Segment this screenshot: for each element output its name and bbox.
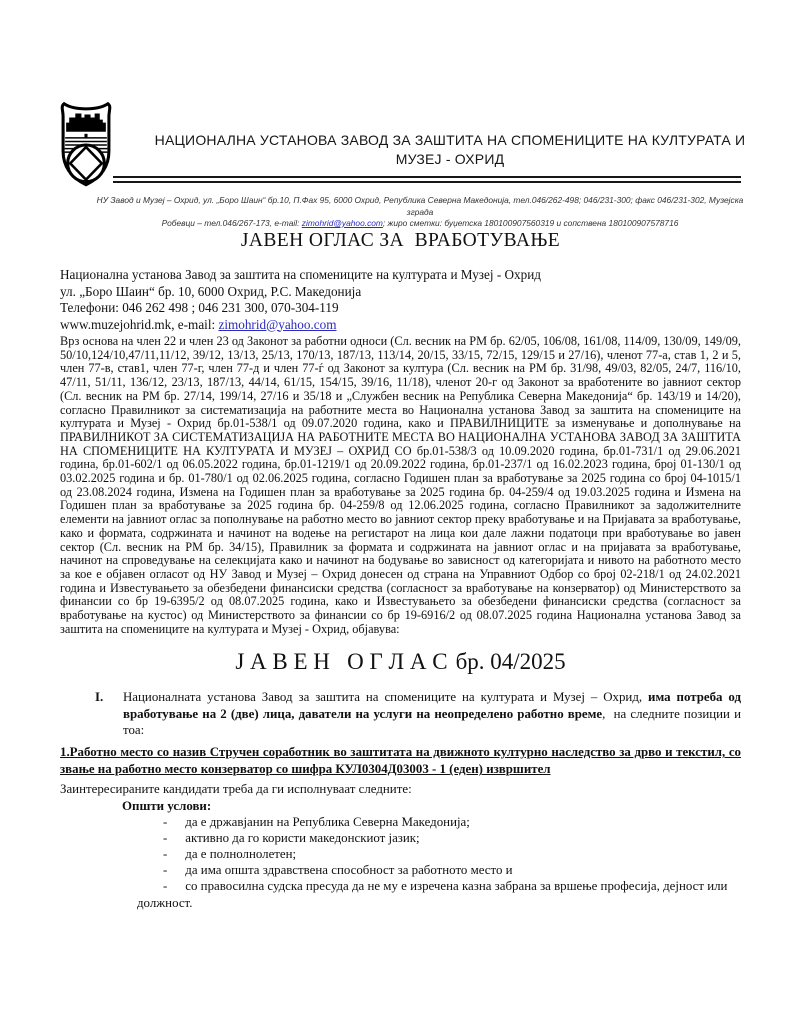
bullet-dash: -	[163, 830, 168, 845]
condition-text: со правосилна судска пресуда да не му е изречена казна забрана за вршење професија, дејност или должност.	[137, 879, 728, 910]
bullet-dash: -	[163, 846, 168, 861]
item-numeral: I.	[95, 689, 104, 704]
contact-line-2-text: Робевци – тел.046/267-173, e-mail:	[161, 218, 302, 228]
vacancy-summary-normal: Националната установа Завод за заштита на спомениците на културата и Музеј – Охрид,	[123, 689, 649, 704]
document-content	[60, 0, 741, 911]
bullet-dash: -	[163, 863, 168, 878]
address-block	[60, 267, 741, 333]
item-roman-one	[60, 689, 741, 739]
contact-line-1: НУ Завод и Музеј – Охрид, ул. „Боро Шаин“ бр.10, П.Фах 95, 6000 Охрид, Република Северна Македонија, тел.046/262-498; 046/231-300; факс 046/231-302, Музејска зграда	[96, 195, 744, 217]
address-line-3: Телефони: 046 262 498 ; 046 231 300, 070-304-119	[60, 300, 339, 315]
org-name-line2: МУЗЕЈ - ОХРИД	[395, 151, 505, 167]
bullet-dash: -	[163, 814, 168, 829]
bullet-dash: -	[163, 879, 168, 894]
condition-item	[60, 862, 741, 878]
general-conditions-list	[60, 814, 741, 911]
org-name-line1: НАЦИОНАЛНА УСТАНОВА ЗАВОД ЗА ЗАШТИТА НА СПОМЕНИЦИТЕ НА КУЛТУРАТА И	[154, 132, 746, 148]
address-line-4	[60, 317, 741, 334]
condition-item	[60, 846, 741, 862]
condition-item	[60, 830, 741, 846]
condition-text: да е полнолнолетен;	[185, 846, 297, 861]
vacancy-summary-tail: , на следните позиции и тоа:	[123, 706, 741, 738]
position-1-title: 1.Работно место со назив Стручен соработник во заштитата на движното културно наследство за дрво и текстил, со звање на работно место конзерватор со шифра КУЛ0304Д03003 - 1 (еден) извршител	[60, 745, 741, 777]
condition-text: активно да го користи македонскиот јазик;	[185, 830, 420, 845]
condition-item	[60, 878, 741, 910]
condition-text: да има општа здравствена способност за работното место и	[185, 863, 513, 878]
condition-text: да е државјанин на Република Северна Македонија;	[185, 814, 470, 829]
address-line-1: Национална установа Завод за заштита на спомениците на културата и Музеј - Охрид	[60, 267, 541, 282]
contact-email-link[interactable]: zimohrid@yahoo.com	[301, 218, 383, 228]
vacancy-summary-bold: има потреба од вработување на 2 (две) лица, даватели на услуги на неопределено работно време	[123, 689, 742, 721]
announcement-title: Ј А В Е Н О Г Л А С	[235, 648, 448, 674]
email-link[interactable]: zimohrid@yahoo.com	[218, 316, 337, 332]
address-line-2: ул. „Боро Шаин“ бр. 10, 6000 Охрид, Р.С. Македонија	[60, 283, 362, 299]
contact-line-2-accounts: ; жиро сметки: буџетска 180100907560319 и сопствена 180100907578716	[382, 218, 679, 228]
candidates-intro: Заинтересираните кандидати треба да ги исполнуваат следните:	[60, 781, 412, 796]
document-title: ЈАВЕН ОГЛАС ЗА ВРАБОТУВАЊЕ	[240, 230, 561, 251]
condition-item	[60, 814, 741, 830]
announcement-number: бр. 04/2025	[455, 648, 566, 674]
legal-basis-paragraph: Врз основа на член 22 и член 23 од Законот за работни односи (Сл. весник на РМ бр. 62/05, 106/08, 161/08, 114/09, 130/09, 149/09, 50/10,124/10,47/11,11/12, 39/12, 13/13, 25/13, 170/13, 187/13, 113/14, 20/15, 33/15, 72/15, 129/15 и 27/16), членот 77-а, став 1, 2 и 5, член 77-в, став1, член 77-г, член 77-д и член 77-ѓ од Законот за култура (Сл. весник на РМ бр. 31/98, 49/03, 82/05, 24/7, 116/10, 47/11, 51/11, 136/12, 23/13, 187/13, 44/14, 61/15, 154/15, 39/16, 11/18), членот 20-г од Законот за вработените во јавниот сектор (Сл. весник на РМ бр. 27/14, 199/14, 27/16 и 35/18 и „Службен весник на Република Северна Македонија“ бр. 143/19 и 14/20), согласно Правилникот за систематизација на работните места во Национална установа Завод за заштита на спомениците на културата и Музеј - Охрид бр.01-538/1 од 09.07.2020 година, како и ПРАВИЛНИЦИТЕ за изменување и дополнување на ПРАВИЛНИКОТ ЗА СИСТЕМАТИЗАЦИЈА НА РАБОТНИТЕ МЕСТА ВО НАЦИОНАЛНА УСТАНОВА ЗАВОД ЗА ЗАШТИТА НА СПОМЕНИЦИТЕ НА КУЛТУРАТА И МУЗЕЈ – ОХРИД СО бр.01-538/3 од 10.09.2020 година, бр.01-731/1 од 29.06.2021 година, бр.01-602/1 од 06.05.2022 година, бр.01-1219/1 од 20.09.2022 година, бр.01-237/1 од 16.02.2023 година, број 01-130/1 од 03.02.2025 година и бр. 01-780/1 од 02.06.2025 година, согласно Годишен план за вработување за 2025 година со број 04-1015/1 од 23.08.2024 година, Измена на Годишен план за вработување за 2025 година бр. 04-259/4 од 19.03.2025 година и Измена на Годишен план за вработување за 2025 година бр. 04-259/8 од 12.06.2025 година, согласно Правилникот за задолжителните елементи на јавниот оглас за пополнување на работно место во јавниот сектор преку вработување и на Пријавата за вработување, како и формата, содржината и начинот на водење на регистарот на лица кои дале лажни податоци при вработување во јавен сектор (Сл. весник на РМ бр. 34/15), Правилник за формата и содржината на јавниот оглас и на пријавата за вработување, начинот на спроведување на селекцијата како и начинот на бодување во зависност од категоријата и нивото на работното место за кое е објавен огласот од НУ Завод и Музеј – Охрид донесен од страна на Управниот Одбор со број 02-218/1 од 24.02.2021 година и Известувањето за обезбедени финансиски средства (согласност за вработување на конзерватор) од Министерството за финансии со бр 19-6395/2 од 08.07.2025 година, како и Известувањето за обезбедени финансиски средства (согласност за вработување на кустос) од Министерството за финансии со бр 19-6916/2 од 08.07.2025 година Национална установа Завод за заштита на спомениците на културата и Музеј - Охрид, објавува:	[60, 334, 741, 636]
general-conditions-label: Општи услови:	[122, 798, 212, 813]
announcement-heading	[60, 649, 741, 675]
website-and-email-label: www.muzejohrid.mk, e-mail:	[60, 316, 219, 332]
